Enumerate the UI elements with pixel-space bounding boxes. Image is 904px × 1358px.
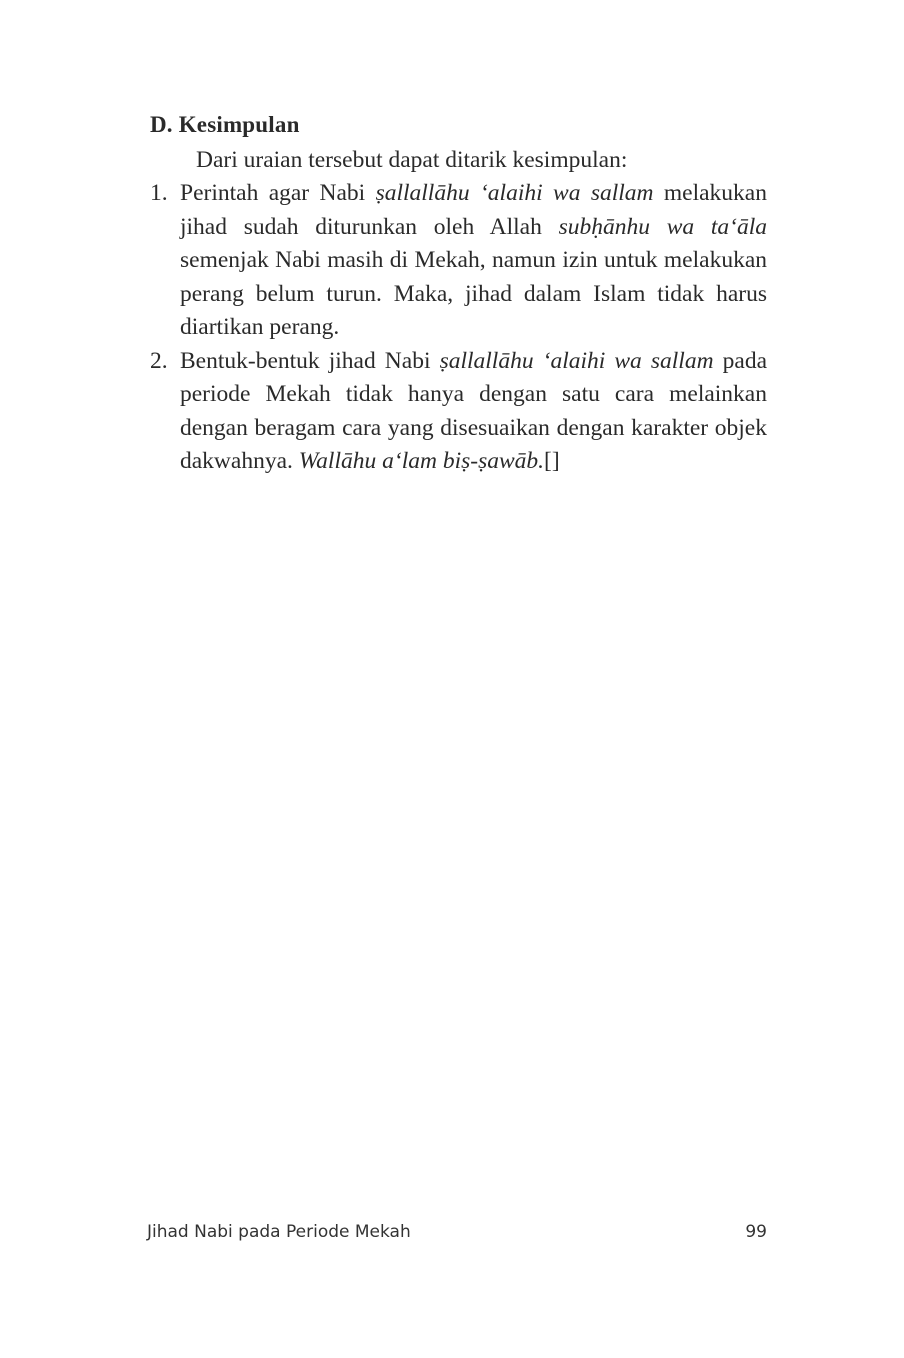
list-item-text	[180, 345, 767, 479]
section-heading: D. Kesimpulan	[150, 112, 300, 137]
intro-paragraph: Dari uraian tersebut dapat ditarik kesimpulan:	[196, 147, 628, 173]
page-number: 99	[745, 1222, 767, 1242]
list-item	[150, 177, 767, 345]
text-run: pada periode Mekah tidak hanya dengan satu cara melainkan dengan beragam cara yang disesuaikan dengan karakter objek dakwahnya.	[180, 347, 767, 474]
text-run: []	[544, 448, 560, 474]
list-item-number: 1.	[150, 180, 168, 206]
text-run: Perintah agar Nabi	[180, 180, 376, 206]
list-item-text	[180, 177, 767, 345]
text-run: semenjak Nabi masih di Mekah, namun izin untuk melakukan perang belum turun. Maka, jihad dalam Islam tidak harus diartikan perang.	[180, 247, 767, 340]
text-run: Bentuk-bentuk jihad Nabi	[180, 347, 440, 374]
list-item	[150, 345, 767, 479]
running-footer-title: Jihad Nabi pada Periode Mekah	[147, 1222, 411, 1242]
italic-term: subḥānhu wa ta‘āla	[558, 213, 767, 240]
list-item-number: 2.	[150, 347, 168, 374]
conclusion-list	[150, 177, 767, 479]
text-run: melakukan jihad sudah diturunkan oleh Allah	[180, 180, 767, 240]
italic-term: ṣallallāhu ‘alaihi wa sallam	[439, 347, 714, 374]
italic-term: Wallāhu a‘lam biṣ-ṣawāb.	[298, 448, 545, 474]
italic-term: ṣallallāhu ‘alaihi wa sallam	[375, 180, 654, 206]
